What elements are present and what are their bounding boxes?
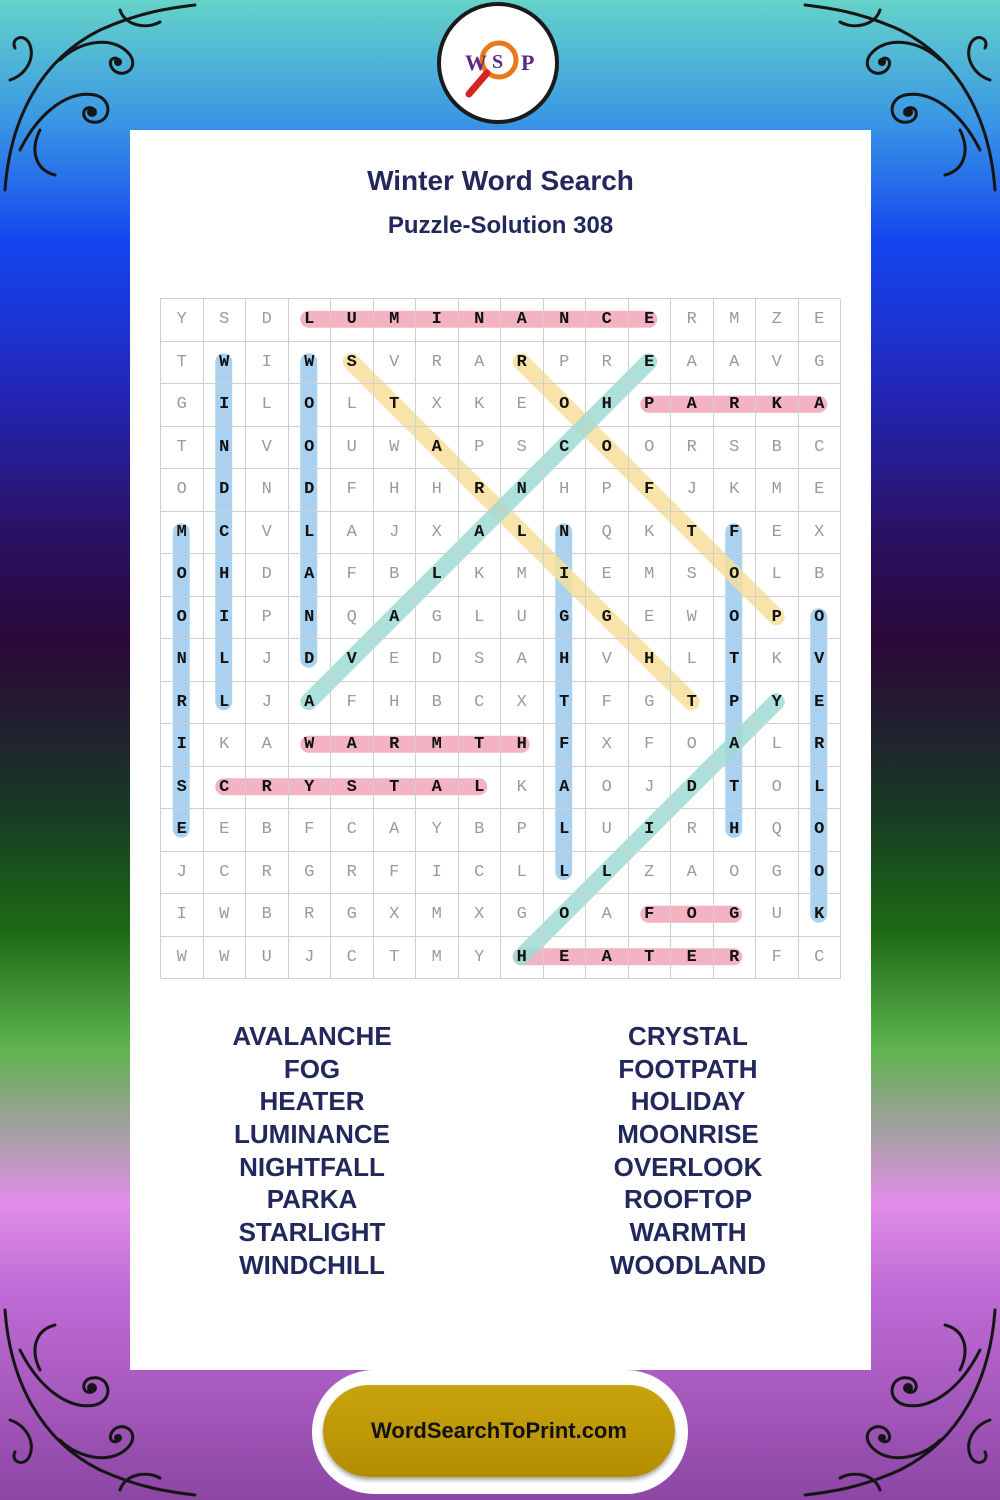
word-item: HEATER	[259, 1086, 365, 1117]
word-item: OVERLOOK	[613, 1151, 763, 1182]
grid-cell[interactable]: K	[459, 384, 502, 427]
grid-cell[interactable]: L	[204, 682, 247, 725]
grid-cell[interactable]: M	[161, 512, 204, 555]
grid-cell[interactable]: M	[416, 937, 459, 980]
grid-cell[interactable]: C	[459, 682, 502, 725]
grid-cell[interactable]: C	[544, 427, 587, 470]
grid-cell[interactable]: P	[501, 809, 544, 852]
grid-cell[interactable]: S	[714, 427, 757, 470]
grid-cell[interactable]: D	[246, 299, 289, 342]
grid-cell[interactable]: R	[671, 299, 714, 342]
grid-cell[interactable]: M	[714, 299, 757, 342]
grid-cell[interactable]: B	[416, 682, 459, 725]
grid-cell[interactable]: G	[289, 852, 332, 895]
grid-cell[interactable]: L	[501, 512, 544, 555]
grid-cell[interactable]: V	[586, 639, 629, 682]
grid-cell[interactable]: R	[501, 342, 544, 385]
grid-cell[interactable]: B	[246, 894, 289, 937]
grid-cell[interactable]: T	[629, 937, 672, 980]
grid-cell[interactable]: P	[629, 384, 672, 427]
grid-cell[interactable]: V	[246, 427, 289, 470]
grid-cell[interactable]: U	[756, 894, 799, 937]
grid-cell[interactable]: M	[416, 724, 459, 767]
grid-cell[interactable]: C	[586, 299, 629, 342]
grid-cell[interactable]: E	[756, 512, 799, 555]
grid-cell[interactable]: X	[799, 512, 842, 555]
word-item: PARKA	[266, 1184, 358, 1215]
grid-cell[interactable]: L	[459, 767, 502, 810]
grid-cell[interactable]: G	[586, 597, 629, 640]
grid-cell[interactable]: R	[799, 724, 842, 767]
grid-cell[interactable]: A	[501, 639, 544, 682]
grid-cell[interactable]: G	[331, 894, 374, 937]
grid-cell[interactable]: I	[416, 852, 459, 895]
grid-cell[interactable]: A	[459, 342, 502, 385]
grid-cell[interactable]: E	[544, 937, 587, 980]
grid-cell[interactable]: E	[161, 809, 204, 852]
grid-cell[interactable]: A	[416, 767, 459, 810]
word-list-left	[147, 1020, 477, 1282]
grid-cell[interactable]: M	[416, 894, 459, 937]
grid-cell[interactable]: N	[459, 299, 502, 342]
grid-cell[interactable]: A	[714, 342, 757, 385]
grid-cell[interactable]: P	[459, 427, 502, 470]
grid-cell[interactable]: R	[416, 342, 459, 385]
grid-cell[interactable]: G	[799, 342, 842, 385]
grid-cell[interactable]: O	[544, 384, 587, 427]
grid-cell[interactable]: R	[671, 809, 714, 852]
grid-cell[interactable]: O	[161, 597, 204, 640]
grid-cell[interactable]: K	[204, 724, 247, 767]
logo-letter-p: P	[521, 50, 535, 75]
grid-cell[interactable]: J	[289, 937, 332, 980]
grid-cell[interactable]: T	[671, 682, 714, 725]
grid-cell[interactable]: F	[629, 469, 672, 512]
grid-cell[interactable]: O	[289, 427, 332, 470]
grid-cell[interactable]: V	[374, 342, 417, 385]
grid-cell[interactable]: O	[799, 597, 842, 640]
grid-cell[interactable]: N	[289, 597, 332, 640]
grid-cell[interactable]: B	[374, 554, 417, 597]
grid-cell[interactable]: W	[289, 724, 332, 767]
grid-cell[interactable]: H	[374, 469, 417, 512]
grid-cell[interactable]: P	[756, 597, 799, 640]
grid-cell[interactable]: F	[331, 469, 374, 512]
word-item: NIGHTFALL	[239, 1151, 385, 1182]
grid-cell[interactable]: F	[586, 682, 629, 725]
grid-cell[interactable]: D	[246, 554, 289, 597]
puzzle-panel	[130, 130, 871, 1370]
grid-cell[interactable]: R	[586, 342, 629, 385]
grid-cell[interactable]: T	[544, 682, 587, 725]
grid-cell[interactable]: J	[671, 469, 714, 512]
grid-cell[interactable]: F	[629, 724, 672, 767]
grid-cell[interactable]: A	[459, 512, 502, 555]
grid-cell[interactable]: P	[714, 682, 757, 725]
grid-cell[interactable]: T	[374, 937, 417, 980]
grid-cell[interactable]: L	[756, 554, 799, 597]
grid-cell[interactable]: T	[671, 512, 714, 555]
grid-cell[interactable]: U	[501, 597, 544, 640]
grid-cell[interactable]: W	[161, 937, 204, 980]
grid-cell[interactable]: A	[374, 597, 417, 640]
grid-cell[interactable]: A	[544, 767, 587, 810]
grid-cell[interactable]: G	[416, 597, 459, 640]
grid-cell[interactable]: X	[416, 512, 459, 555]
grid-cell[interactable]: L	[501, 852, 544, 895]
grid-cell[interactable]: O	[629, 427, 672, 470]
grid-cell[interactable]: Y	[459, 937, 502, 980]
grid-cell[interactable]: T	[714, 767, 757, 810]
grid-cell[interactable]: R	[374, 724, 417, 767]
grid-cell[interactable]: O	[586, 767, 629, 810]
site-logo[interactable]	[437, 2, 559, 124]
grid-cell[interactable]: K	[714, 469, 757, 512]
grid-cell[interactable]: A	[289, 682, 332, 725]
grid-cell[interactable]: K	[756, 384, 799, 427]
grid-cell[interactable]: F	[331, 682, 374, 725]
grid-cell[interactable]: T	[374, 384, 417, 427]
grid-cell[interactable]: R	[289, 894, 332, 937]
grid-cell[interactable]: L	[671, 639, 714, 682]
grid-cell[interactable]: V	[799, 639, 842, 682]
grid-cell[interactable]: J	[246, 682, 289, 725]
grid-cell[interactable]: A	[714, 724, 757, 767]
grid-cell[interactable]: C	[799, 427, 842, 470]
grid-cell[interactable]: H	[416, 469, 459, 512]
grid-cell[interactable]: D	[289, 639, 332, 682]
grid-cell[interactable]: A	[331, 724, 374, 767]
grid-cell[interactable]: O	[161, 469, 204, 512]
grid-cell[interactable]: P	[544, 342, 587, 385]
grid-cell[interactable]: D	[204, 469, 247, 512]
grid-cell[interactable]: C	[204, 852, 247, 895]
grid-cell[interactable]: S	[671, 554, 714, 597]
grid-cell[interactable]: P	[246, 597, 289, 640]
grid-cell[interactable]: K	[756, 639, 799, 682]
word-item: WOODLAND	[610, 1249, 766, 1280]
grid-cell[interactable]: W	[204, 894, 247, 937]
grid-cell[interactable]: X	[374, 894, 417, 937]
grid-cell[interactable]: E	[501, 384, 544, 427]
grid-cell[interactable]: F	[289, 809, 332, 852]
site-link-button[interactable]: WordSearchToPrint.com	[323, 1385, 675, 1477]
grid-cell[interactable]: N	[204, 427, 247, 470]
grid-cell[interactable]: L	[586, 852, 629, 895]
grid-cell[interactable]: A	[671, 342, 714, 385]
grid-cell[interactable]: U	[246, 937, 289, 980]
grid-cell[interactable]: R	[459, 469, 502, 512]
grid-cell[interactable]: M	[374, 299, 417, 342]
grid-cell[interactable]: L	[289, 512, 332, 555]
grid-cell[interactable]: B	[799, 554, 842, 597]
grid-cell[interactable]: O	[586, 427, 629, 470]
grid-cell[interactable]: G	[161, 384, 204, 427]
grid-cell[interactable]: L	[756, 724, 799, 767]
grid-cell[interactable]: J	[374, 512, 417, 555]
grid-cell[interactable]: G	[756, 852, 799, 895]
grid-cell[interactable]: H	[544, 639, 587, 682]
grid-cell[interactable]: I	[416, 299, 459, 342]
grid-cell[interactable]: R	[671, 427, 714, 470]
word-item: HOLIDAY	[630, 1086, 746, 1117]
grid-cell[interactable]: Y	[416, 809, 459, 852]
grid-cell[interactable]: F	[544, 724, 587, 767]
grid-cell[interactable]: T	[161, 427, 204, 470]
grid-cell[interactable]: C	[331, 937, 374, 980]
grid-cell[interactable]: F	[374, 852, 417, 895]
grid-cell[interactable]: M	[629, 554, 672, 597]
grid-cell[interactable]: R	[246, 767, 289, 810]
grid-cell[interactable]: E	[586, 554, 629, 597]
grid-cell[interactable]: A	[671, 384, 714, 427]
word-item: FOOTPATH	[618, 1053, 758, 1084]
grid-cell[interactable]: G	[544, 597, 587, 640]
grid-cell[interactable]: O	[714, 554, 757, 597]
grid-cell[interactable]: H	[501, 937, 544, 980]
grid-cell[interactable]: E	[204, 809, 247, 852]
grid-cell[interactable]: T	[714, 639, 757, 682]
grid-cell[interactable]: F	[756, 937, 799, 980]
grid-cell[interactable]: B	[756, 427, 799, 470]
grid-cell[interactable]: A	[331, 512, 374, 555]
grid-cell[interactable]: O	[714, 852, 757, 895]
grid-cell[interactable]: E	[799, 682, 842, 725]
grid-cell[interactable]: A	[246, 724, 289, 767]
grid-cell[interactable]: A	[671, 852, 714, 895]
grid-cell[interactable]: F	[331, 554, 374, 597]
grid-cell[interactable]: D	[671, 767, 714, 810]
grid-cell[interactable]: Y	[756, 682, 799, 725]
grid-cell[interactable]: N	[544, 512, 587, 555]
grid-cell[interactable]: S	[331, 342, 374, 385]
grid-cell[interactable]: U	[331, 427, 374, 470]
grid-cell[interactable]: U	[586, 809, 629, 852]
grid-cell[interactable]: V	[331, 639, 374, 682]
grid-cell[interactable]: G	[629, 682, 672, 725]
grid-cell[interactable]: E	[629, 597, 672, 640]
word-list-right	[523, 1020, 853, 1282]
grid-cell[interactable]: E	[629, 299, 672, 342]
grid-cell[interactable]: A	[799, 384, 842, 427]
grid-cell[interactable]: T	[161, 342, 204, 385]
page-subtitle: Puzzle-Solution 308	[387, 212, 614, 239]
grid-cell[interactable]: E	[671, 937, 714, 980]
grid-cell[interactable]: O	[714, 597, 757, 640]
word-item: CRYSTAL	[628, 1021, 748, 1051]
grid-cell[interactable]: J	[629, 767, 672, 810]
grid-cell[interactable]: R	[331, 852, 374, 895]
word-item: WINDCHILL	[239, 1249, 385, 1280]
grid-cell[interactable]: R	[161, 682, 204, 725]
grid-cell[interactable]: I	[204, 384, 247, 427]
grid-cell[interactable]: W	[204, 937, 247, 980]
grid-cell[interactable]: Q	[331, 597, 374, 640]
grid-cell[interactable]: D	[289, 469, 332, 512]
grid-cell[interactable]: H	[501, 724, 544, 767]
grid-cell[interactable]: F	[629, 894, 672, 937]
grid-cell[interactable]: O	[671, 894, 714, 937]
grid-cell[interactable]: R	[714, 384, 757, 427]
grid-cell[interactable]: X	[416, 384, 459, 427]
grid-cell[interactable]: W	[374, 427, 417, 470]
grid-cell[interactable]: H	[629, 639, 672, 682]
grid-cell[interactable]: Q	[586, 512, 629, 555]
word-item: LUMINANCE	[234, 1119, 390, 1150]
grid-cell[interactable]: O	[161, 554, 204, 597]
grid-cell[interactable]: S	[331, 767, 374, 810]
grid-cell[interactable]: R	[246, 852, 289, 895]
grid-cell[interactable]: W	[289, 342, 332, 385]
grid-cell[interactable]: K	[501, 767, 544, 810]
grid-cell[interactable]: C	[204, 767, 247, 810]
grid-cell[interactable]: W	[204, 342, 247, 385]
grid-cell[interactable]: C	[459, 852, 502, 895]
grid-cell[interactable]: Z	[629, 852, 672, 895]
grid-cell[interactable]: L	[416, 554, 459, 597]
grid-cell[interactable]: L	[544, 852, 587, 895]
grid-cell[interactable]: L	[544, 809, 587, 852]
word-item: FOG	[283, 1053, 341, 1084]
grid-cell[interactable]: O	[799, 809, 842, 852]
grid-cell[interactable]: T	[459, 724, 502, 767]
grid-cell[interactable]: C	[204, 512, 247, 555]
grid-cell[interactable]: I	[204, 597, 247, 640]
magnifier-icon	[441, 6, 555, 120]
grid-cell[interactable]: O	[544, 894, 587, 937]
grid-cell[interactable]: B	[459, 809, 502, 852]
grid-cell[interactable]: U	[331, 299, 374, 342]
grid-cell[interactable]: Q	[756, 809, 799, 852]
grid-cell[interactable]: V	[246, 512, 289, 555]
grid-cell[interactable]: J	[161, 852, 204, 895]
grid-cell[interactable]: N	[544, 299, 587, 342]
grid-cell[interactable]: J	[246, 639, 289, 682]
grid-cell[interactable]: E	[799, 469, 842, 512]
grid-cell[interactable]: R	[714, 937, 757, 980]
grid-cell[interactable]: I	[161, 724, 204, 767]
grid-cell[interactable]: W	[671, 597, 714, 640]
grid-cell[interactable]: N	[246, 469, 289, 512]
grid-cell[interactable]: E	[629, 342, 672, 385]
grid-cell[interactable]: L	[289, 299, 332, 342]
grid-cell[interactable]: N	[161, 639, 204, 682]
grid-cell[interactable]: H	[374, 682, 417, 725]
grid-cell[interactable]: H	[204, 554, 247, 597]
grid-cell[interactable]: G	[501, 894, 544, 937]
grid-cell[interactable]: X	[501, 682, 544, 725]
word-item: STARLIGHT	[238, 1217, 386, 1248]
grid-cell[interactable]: P	[586, 469, 629, 512]
grid-cell[interactable]: Y	[161, 299, 204, 342]
word-item: AVALANCHE	[232, 1021, 392, 1051]
logo-letter-s: S	[492, 51, 504, 73]
grid-cell[interactable]: S	[204, 299, 247, 342]
grid-cell[interactable]: D	[416, 639, 459, 682]
grid-cell[interactable]: L	[799, 767, 842, 810]
grid-cell[interactable]: A	[586, 894, 629, 937]
grid-cell[interactable]: X	[459, 894, 502, 937]
puzzle-grid	[160, 298, 840, 978]
grid-cell[interactable]: Z	[756, 299, 799, 342]
grid-cell[interactable]: C	[331, 809, 374, 852]
grid-cell[interactable]: O	[289, 384, 332, 427]
word-item: WARMTH	[629, 1217, 747, 1248]
grid-cell[interactable]: I	[544, 554, 587, 597]
grid-cell[interactable]: K	[459, 554, 502, 597]
grid-cell[interactable]: H	[714, 809, 757, 852]
grid-cell[interactable]: L	[204, 639, 247, 682]
grid-cell[interactable]: B	[246, 809, 289, 852]
grid-cell[interactable]: C	[799, 937, 842, 980]
word-item: MOONRISE	[617, 1119, 759, 1150]
grid-cell[interactable]: X	[586, 724, 629, 767]
page-title: Winter Word Search	[367, 165, 634, 196]
grid-cell[interactable]: S	[501, 427, 544, 470]
grid-cell[interactable]: N	[501, 469, 544, 512]
grid-cell[interactable]: O	[756, 767, 799, 810]
grid-cell[interactable]: M	[756, 469, 799, 512]
grid-cell[interactable]: S	[459, 639, 502, 682]
grid-cell[interactable]: L	[459, 597, 502, 640]
grid-cell[interactable]: H	[586, 384, 629, 427]
grid-cell[interactable]: A	[586, 937, 629, 980]
grid-cell[interactable]: F	[714, 512, 757, 555]
grid-cell[interactable]: G	[714, 894, 757, 937]
grid-cell[interactable]: I	[161, 894, 204, 937]
grid-cell[interactable]: A	[416, 427, 459, 470]
grid-cell[interactable]: A	[501, 299, 544, 342]
grid-cell[interactable]: H	[544, 469, 587, 512]
grid-cell[interactable]: A	[374, 809, 417, 852]
grid-cell[interactable]: Y	[289, 767, 332, 810]
logo-letter-w: W	[465, 50, 487, 75]
grid-cell[interactable]: L	[331, 384, 374, 427]
grid-cell[interactable]: O	[799, 852, 842, 895]
grid-cell[interactable]: I	[246, 342, 289, 385]
grid-cell[interactable]: O	[671, 724, 714, 767]
grid-cell[interactable]: K	[799, 894, 842, 937]
letter-grid	[160, 298, 840, 978]
grid-cell[interactable]: L	[246, 384, 289, 427]
grid-cell[interactable]: A	[289, 554, 332, 597]
grid-cell[interactable]: V	[756, 342, 799, 385]
grid-cell[interactable]: M	[501, 554, 544, 597]
grid-cell[interactable]: S	[161, 767, 204, 810]
grid-cell[interactable]: E	[374, 639, 417, 682]
word-item: ROOFTOP	[623, 1184, 753, 1215]
grid-cell[interactable]: I	[629, 809, 672, 852]
grid-cell[interactable]: T	[374, 767, 417, 810]
grid-cell[interactable]: K	[629, 512, 672, 555]
grid-cell[interactable]: E	[799, 299, 842, 342]
